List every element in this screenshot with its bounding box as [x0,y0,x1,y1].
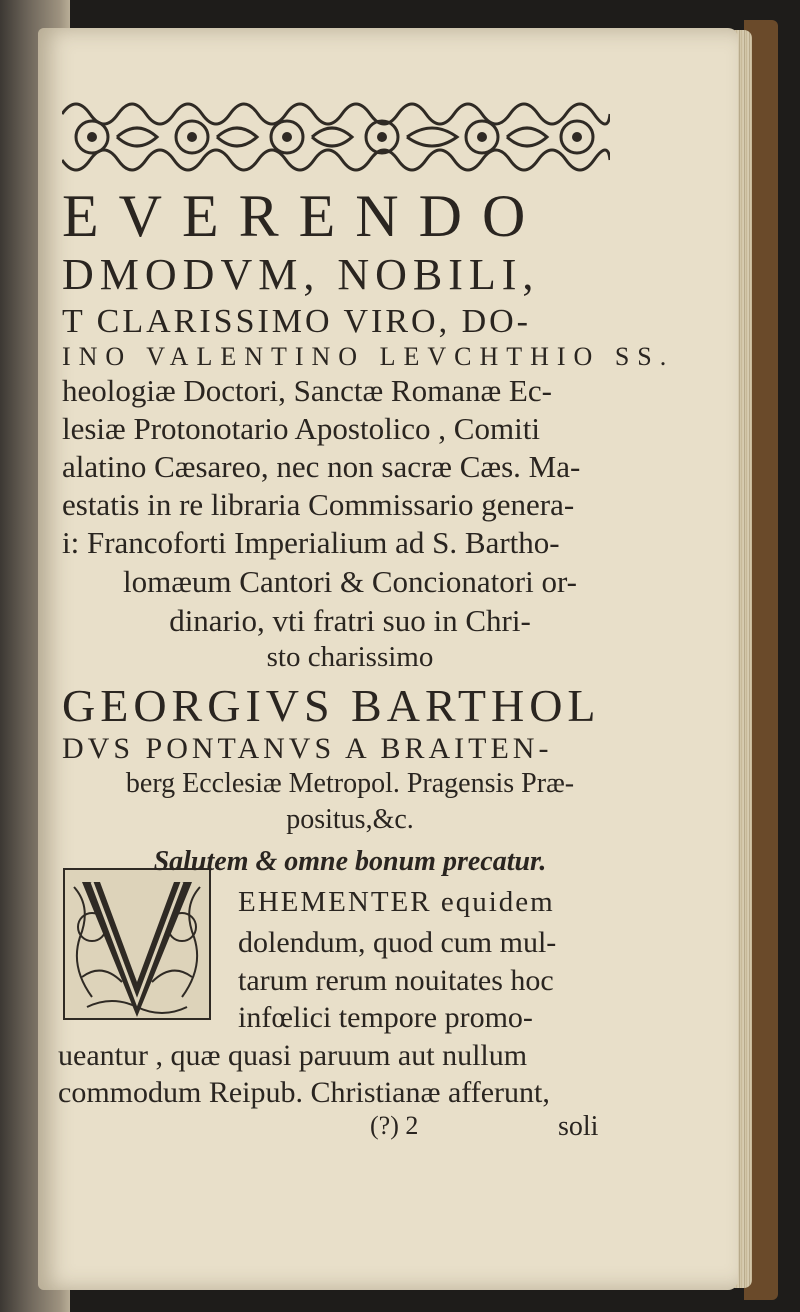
body-line-1: EHEMENTER equidem [238,886,555,918]
author-line-2: DVS PONTANVS A BRAITEN- [62,732,553,765]
ornament-band [62,92,610,182]
decorated-initial-v [62,867,212,1027]
body-line-4: infœlici tempore promo- [238,1001,533,1034]
dedication-line-2: lesiæ Protonotario Apostolico , Comiti [62,411,540,446]
body-line-2: dolendum, quod cum mul- [238,926,557,959]
dedication-line-7: dinario, vti fratri suo in Chri- [169,603,531,638]
dedication-line-4: estatis in re libraria Commissario genera- [62,487,575,522]
signature-mark: (?) 2 [370,1111,419,1140]
author-line-1: GEORGIVS BARTHOL [62,680,601,731]
author-line-3: berg Ecclesiæ Metropol. Pragensis Præ- [125,768,575,799]
title-line-4: INO VALENTINO LEVCHTHIO SS. [62,342,675,371]
dedication-line-6: lomæum Cantori & Concionatori or- [123,564,577,599]
dedication-line-1: heologiæ Doctori, Sanctæ Romanæ Ec- [62,373,552,408]
body-line-5: ueantur , quæ quasi paruum aut nullum [58,1039,528,1072]
catchword: soli [558,1111,599,1142]
author-line-4: positus,&c. [286,804,414,835]
title-line-3: T CLARISSIMO VIRO, DO- [62,303,532,340]
title-line-1: EVERENDO [62,183,546,249]
dedication-line-5: i: Francoforti Imperialium ad S. Bartho- [62,525,560,560]
body-line-6: commodum Reipub. Christianæ afferunt, [58,1076,550,1109]
dedication-line-8: sto charissimo [266,641,434,673]
dedication-line-3: alatino Cæsareo, nec non sacræ Cæs. Ma- [62,449,581,484]
salutation: Salutem & omne bonum precatur. [153,846,547,877]
body-line-3: tarum rerum nouitates hoc [238,964,554,997]
title-line-2: DMODVM, NOBILI, [62,250,540,299]
